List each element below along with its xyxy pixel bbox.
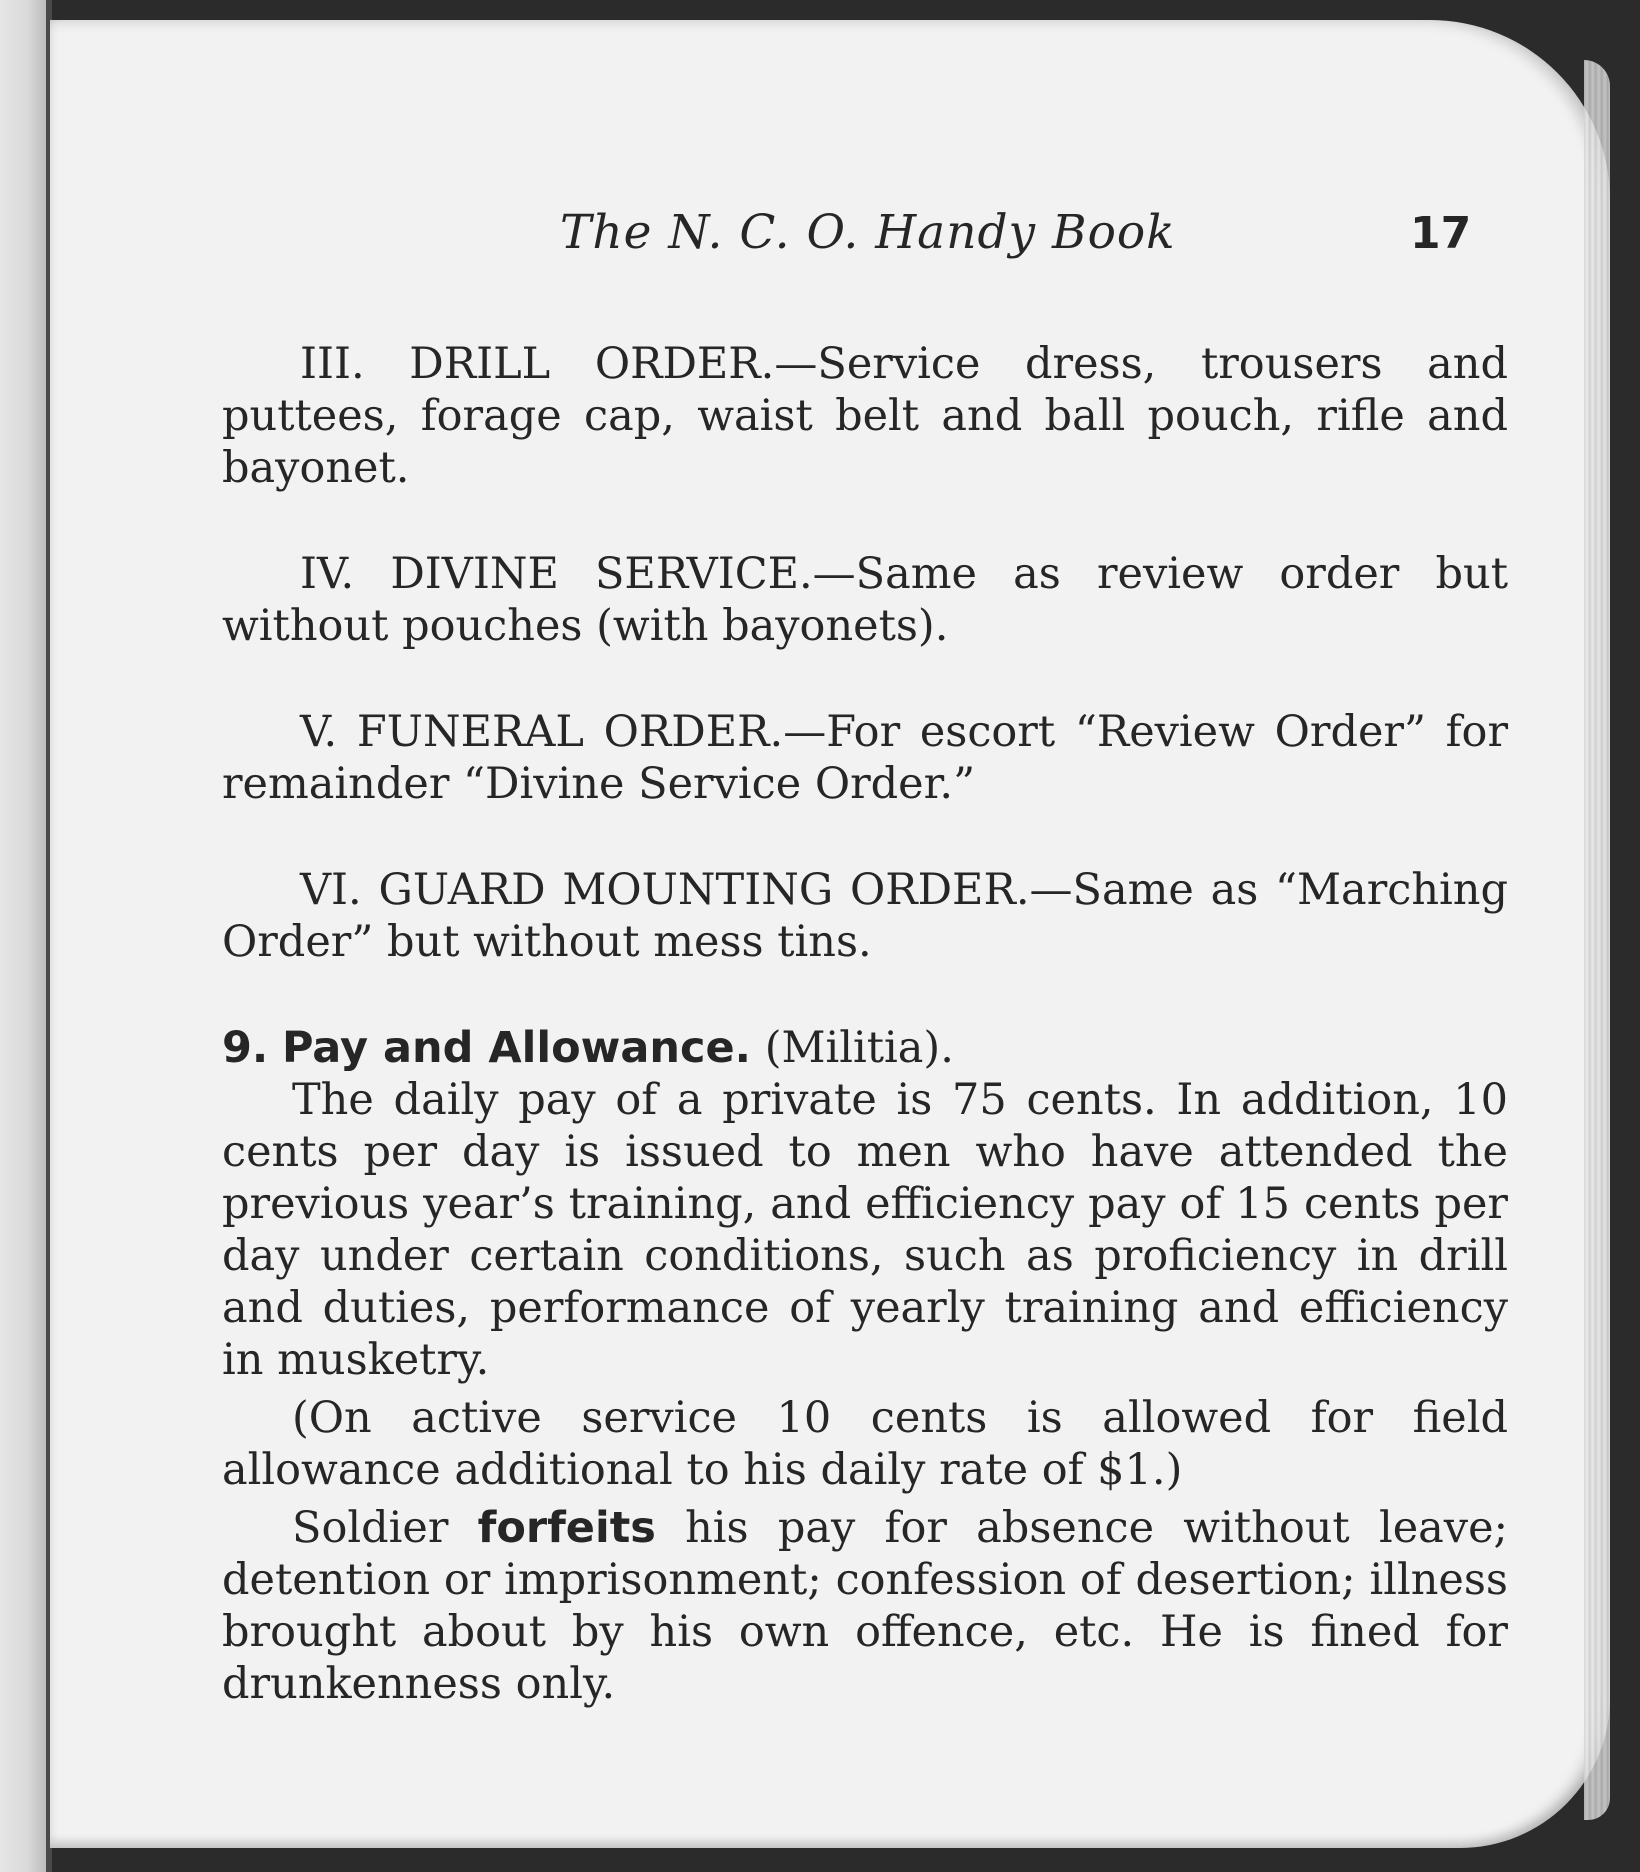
- forfeiture-lead: Soldier: [292, 1503, 449, 1553]
- order-label: V. FUNERAL ORDER.: [300, 707, 784, 757]
- order-label: IV. DIVINE SERVICE.: [300, 549, 813, 599]
- section-qualifier: (Militia).: [764, 1023, 954, 1073]
- page-body: [222, 338, 1508, 1710]
- pay-paragraph: The daily pay of a private is 75 cents. In addition, 10 cents per day is issued to men who have attended the previous year’s training, and efficiency pay of 15 cents per day under certain conditions, such as proficiency in drill and duties, performance of yearly training and efficiency in musketry.: [222, 1075, 1508, 1385]
- order-label: VI. GUARD MOUNTING ORDER.: [300, 865, 1030, 915]
- order-label: III. DRILL ORDER.: [300, 339, 775, 389]
- order-paragraph-divine-service: [222, 548, 1508, 652]
- forfeiture-paragraph: [222, 1502, 1508, 1710]
- order-paragraph-guard-mounting: [222, 864, 1508, 968]
- book-page: [50, 20, 1610, 1848]
- forfeiture-rest: his pay for absence without leave; detention or imprisonment; confession of desertion; illness brought about by his own offence, etc. He is fined for drunkenness only.: [222, 1503, 1509, 1709]
- order-text: —Same as review order but without pouches (with bayonets).: [222, 549, 1509, 651]
- order-paragraph-funeral: [222, 706, 1508, 810]
- active-service-paragraph: (On active service 10 cents is allowed for field allowance additional to his daily rate of $1.): [222, 1393, 1508, 1495]
- order-text: —For escort “Review Order” for remainder “Divine Service Order.”: [222, 707, 1508, 809]
- page-number: 17: [1410, 208, 1472, 259]
- page-edge-shadow: [1584, 60, 1610, 1820]
- order-text: —Same as “Marching Order” but without mess tins.: [222, 865, 1508, 967]
- section-heading: [222, 1022, 1508, 1074]
- section-number: 9.: [222, 1023, 269, 1073]
- order-text: —Service dress, trousers and puttees, forage cap, waist belt and ball pouch, rifle and bayonet.: [222, 339, 1508, 493]
- left-page-edge: [0, 0, 52, 1872]
- order-paragraph-drill: [222, 338, 1508, 494]
- section-title: Pay and Allowance.: [281, 1023, 752, 1073]
- forfeits-emphasis: forfeits: [477, 1503, 656, 1553]
- running-title: The N. C. O. Handy Book: [560, 205, 1176, 260]
